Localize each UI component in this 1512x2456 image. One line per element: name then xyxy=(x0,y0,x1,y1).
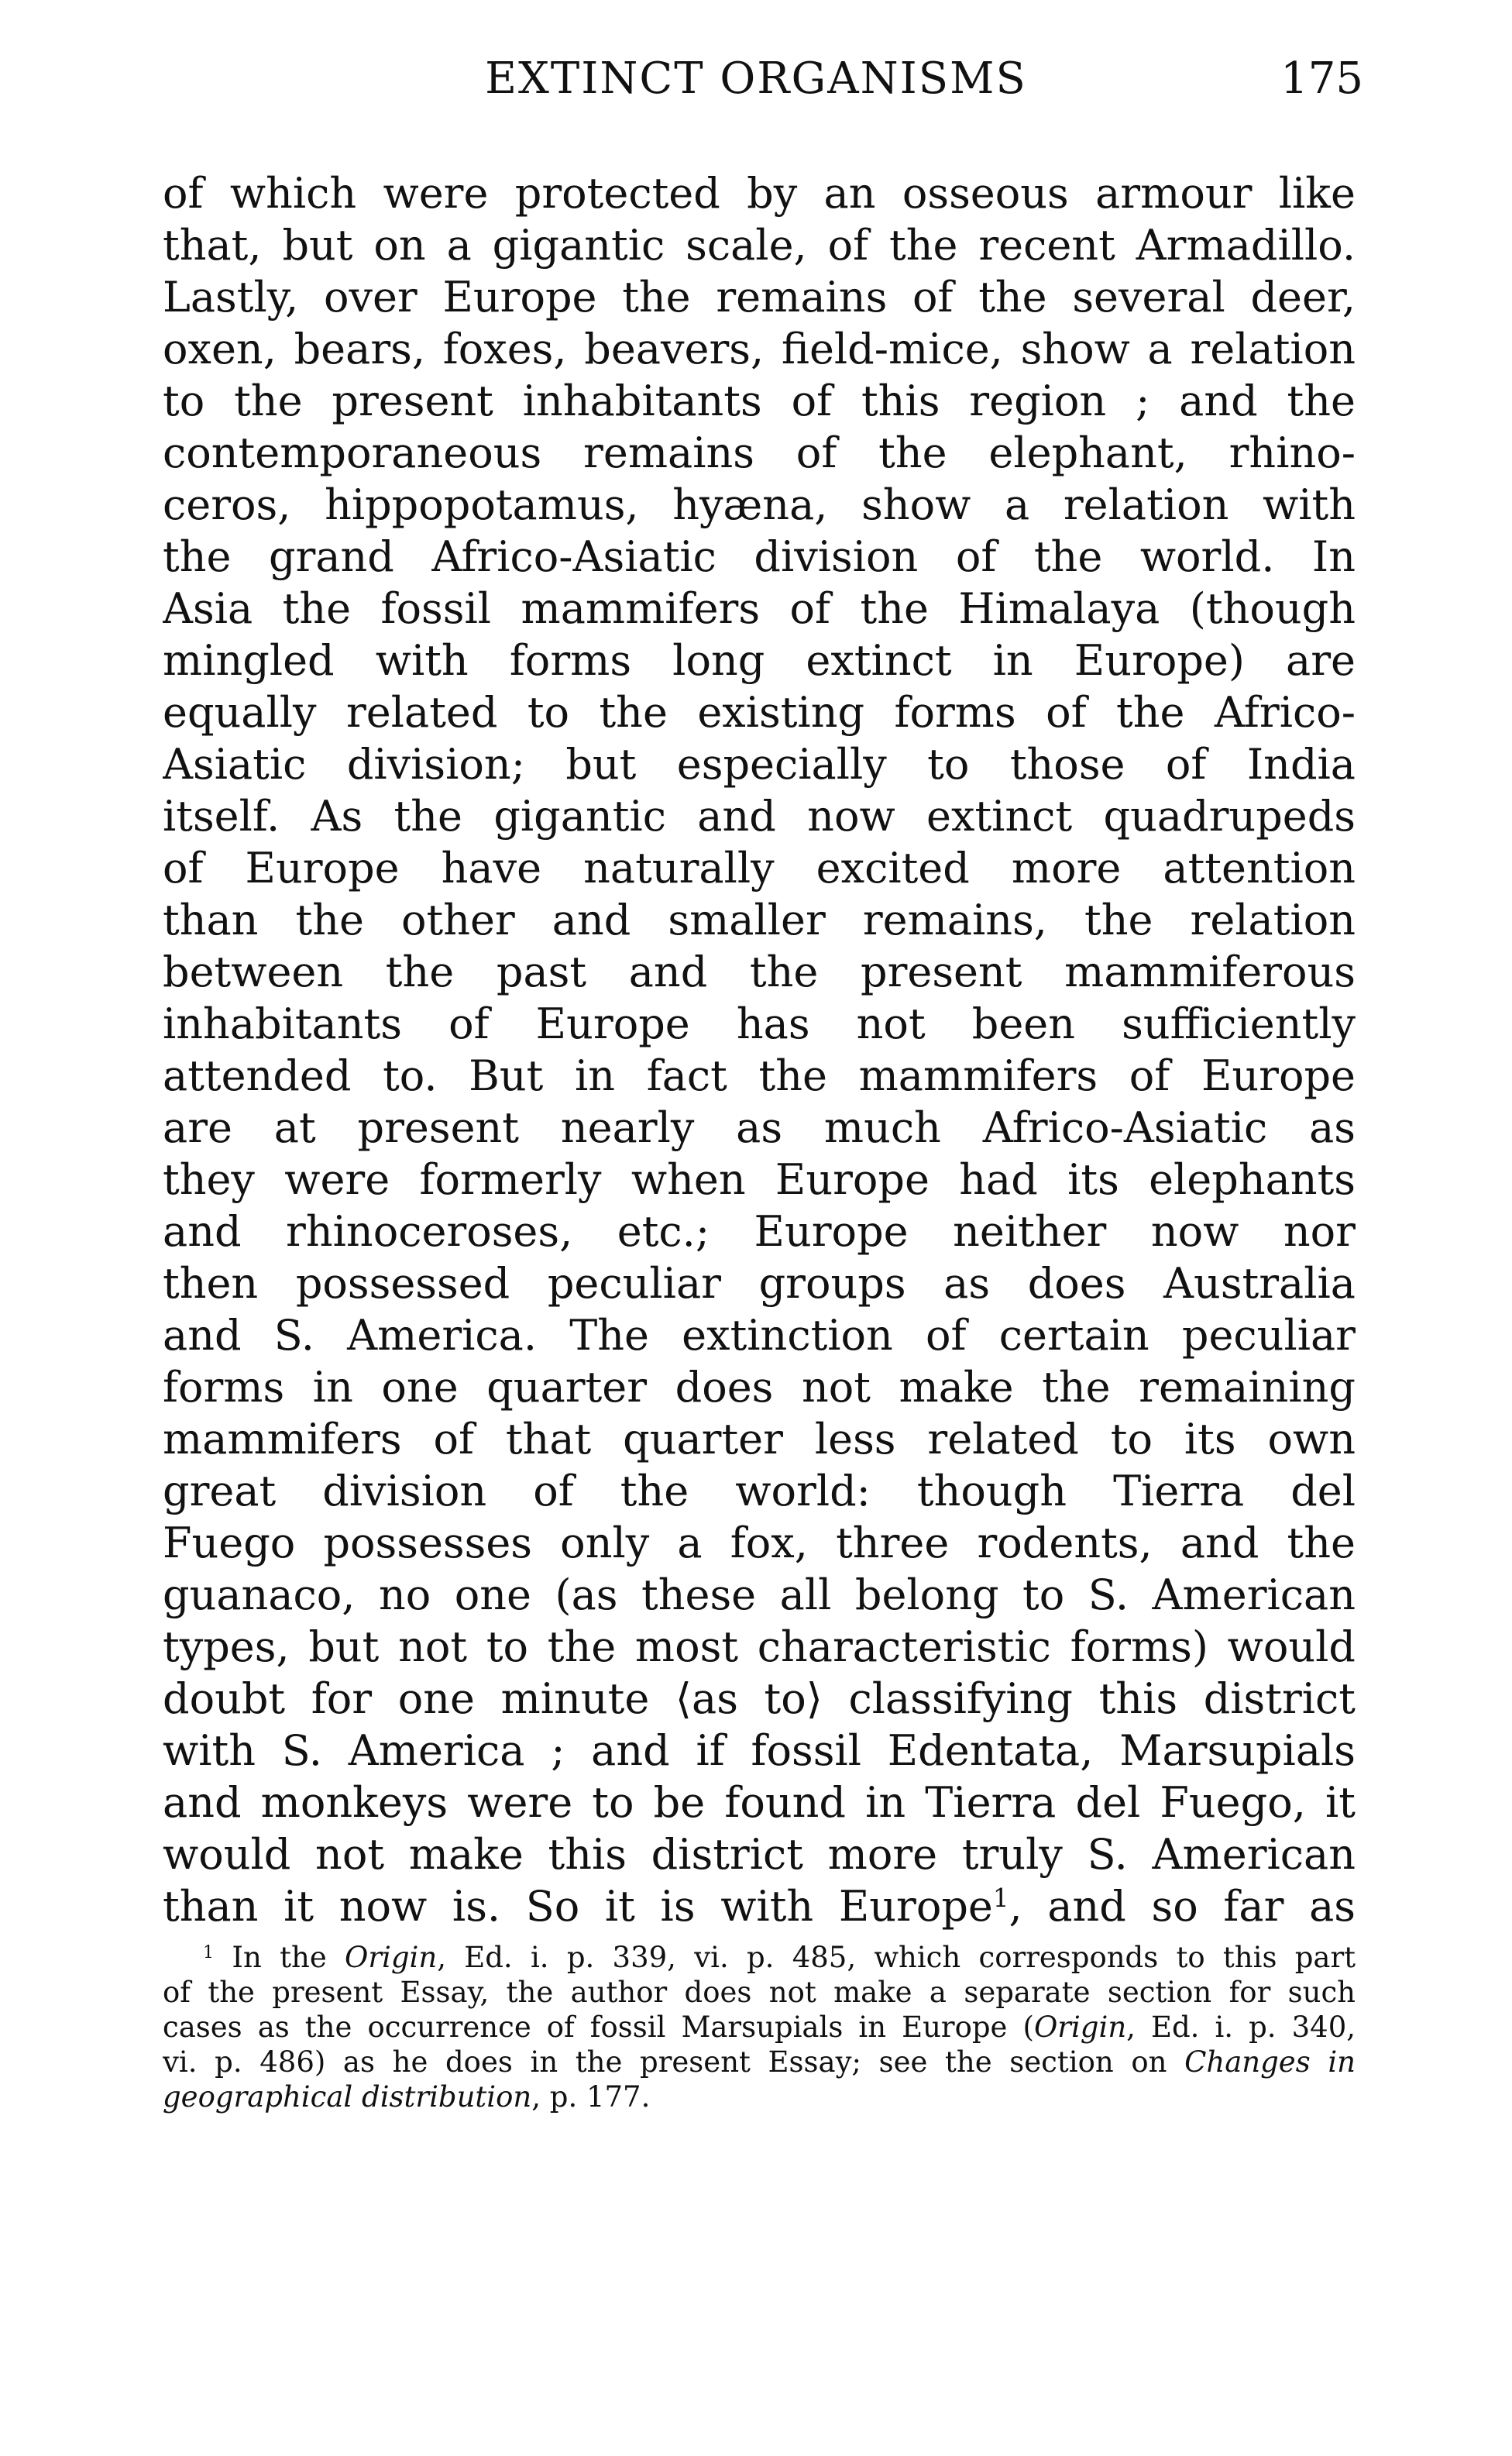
page-number: 175 xyxy=(1280,53,1363,104)
footnote-italic: geographical distribution xyxy=(163,2080,532,2114)
text-line: than the other and smaller remains, the relation xyxy=(163,896,1356,944)
text-line: equally related to the existing forms of the Africo- xyxy=(163,688,1356,737)
body-text xyxy=(163,167,1356,1932)
text-line: and monkeys were to be found in Tierra del Fuego, it xyxy=(163,1778,1356,1827)
text-line-last xyxy=(163,1880,1356,1932)
text-line: Asiatic division; but especially to those of India xyxy=(163,740,1356,789)
text-line-last-end: , and so far as xyxy=(1009,1882,1356,1931)
footnote-text: , p. 177. xyxy=(531,2080,651,2114)
footnote-marker: 1 xyxy=(203,1942,215,1962)
footnote-italic: Origin xyxy=(345,1941,438,1974)
footnote-line xyxy=(163,2079,1356,2114)
text-line: between the past and the present mammiferous xyxy=(163,948,1356,996)
text-line: Asia the fossil mammifers of the Himalaya (though xyxy=(163,584,1356,633)
text-line: of which were protected by an osseous armour like xyxy=(163,169,1356,218)
footnote-text: cases as the occurrence of fossil Marsupials in Europe ( xyxy=(163,2011,1034,2044)
footnote-line xyxy=(163,1940,1356,1975)
footnote-text: , Ed. i. p. 340, xyxy=(1126,2011,1356,2044)
text-line: Lastly, over Europe the remains of the several deer, xyxy=(163,273,1356,322)
footnote-reference: 1 xyxy=(992,1883,1009,1914)
text-line-last-start: than it now is. So it is with Europe xyxy=(163,1882,993,1931)
text-line: types, but not to the most characteristic forms) would xyxy=(163,1622,1356,1671)
footnote-text: , Ed. i. p. 339, vi. p. 485, which corresponds to this part xyxy=(437,1941,1356,1974)
text-line: and S. America. The extinction of certain peculiar xyxy=(163,1311,1356,1360)
text-line: forms in one quarter does not make the remaining xyxy=(163,1363,1356,1412)
text-line: mammifers of that quarter less related to its own xyxy=(163,1415,1356,1464)
text-line: doubt for one minute ⟨as to⟩ classifying this district xyxy=(163,1674,1356,1723)
footnote-text: vi. p. 486) as he does in the present Essay; see the section on xyxy=(163,2045,1185,2079)
text-line: contemporaneous remains of the elephant, rhino- xyxy=(163,428,1356,477)
text-line: that, but on a gigantic scale, of the recent Armadillo. xyxy=(163,221,1356,270)
text-line: the grand Africo-Asiatic division of the world. In xyxy=(163,532,1356,581)
text-line: oxen, bears, foxes, beavers, field-mice, show a relation xyxy=(163,325,1356,373)
footnote xyxy=(163,1940,1356,2114)
running-title: EXTINCT ORGANISMS xyxy=(485,53,1027,104)
footnote-line xyxy=(163,2010,1356,2045)
footnote-italic: Changes in xyxy=(1184,2045,1356,2079)
text-line: of Europe have naturally excited more attention xyxy=(163,844,1356,893)
text-line: great division of the world: though Tierra del xyxy=(163,1467,1356,1515)
footnote-italic: Origin xyxy=(1033,2011,1127,2044)
text-line: mingled with forms long extinct in Europe) are xyxy=(163,636,1356,685)
text-line: are at present nearly as much Africo-Asiatic as xyxy=(163,1103,1356,1152)
text-line: then possessed peculiar groups as does Australia xyxy=(163,1259,1356,1308)
text-line: itself. As the gigantic and now extinct quadrupeds xyxy=(163,792,1356,841)
footnote-text: of the present Essay, the author does not make a separate section for such xyxy=(163,1976,1356,2009)
footnote-line xyxy=(163,2045,1356,2079)
footnote-line xyxy=(163,1975,1356,2010)
text-line: ceros, hippopotamus, hyæna, show a relation with xyxy=(163,480,1356,529)
text-line: with S. America ; and if fossil Edentata, Marsupials xyxy=(163,1726,1356,1775)
footnote-text: In the xyxy=(232,1941,345,1974)
text-line: and rhinoceroses, etc.; Europe neither now nor xyxy=(163,1207,1356,1256)
text-line: they were formerly when Europe had its elephants xyxy=(163,1155,1356,1204)
text-line: guanaco, no one (as these all belong to S. American xyxy=(163,1570,1356,1619)
text-line: inhabitants of Europe has not been sufficiently xyxy=(163,999,1356,1048)
text-line: attended to. But in fact the mammifers of Europe xyxy=(163,1051,1356,1100)
text-line: would not make this district more truly S. American xyxy=(163,1830,1356,1879)
text-line: to the present inhabitants of this region ; and the xyxy=(163,377,1356,425)
text-line: Fuego possesses only a fox, three rodents, and the xyxy=(163,1519,1356,1567)
